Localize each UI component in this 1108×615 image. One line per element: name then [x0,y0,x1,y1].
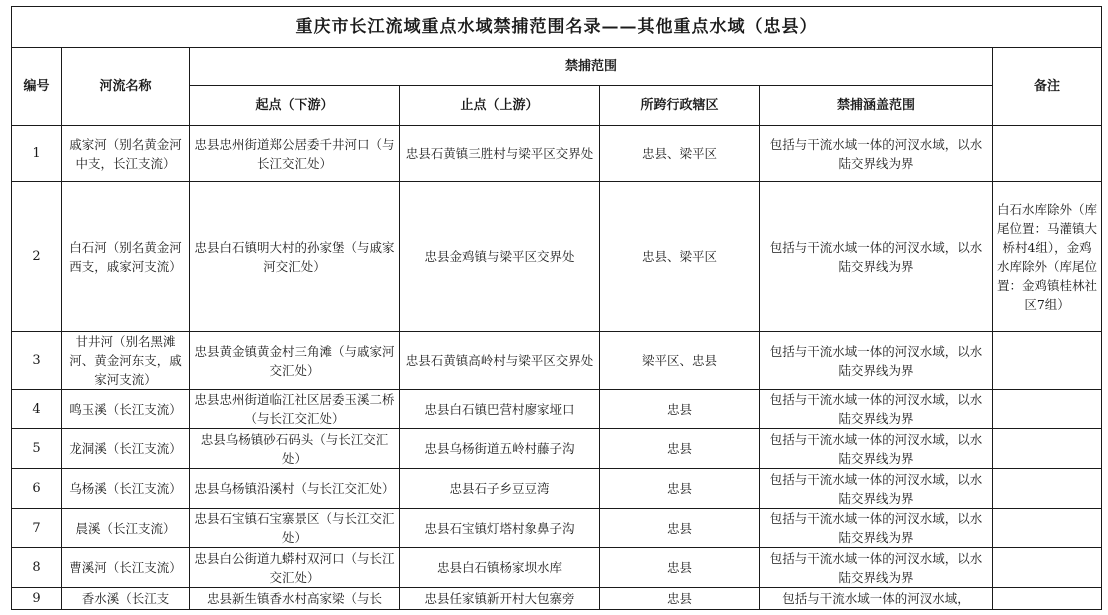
cell-end: 忠县石子乡豆豆湾 [400,469,600,509]
cell-end: 忠县任家镇新开村大包寨旁 [400,588,600,610]
table-row [12,390,1102,429]
cell-river: 晨溪（长江支流） [62,509,190,548]
cell-start: 忠县黄金镇黄金村三角滩（与戚家河交汇处） [190,332,400,390]
table-row [12,332,1102,390]
document-title: 重庆市长江流域重点水域禁捕范围名录——其他重点水域（忠县） [12,7,1102,48]
cell-remark [993,509,1102,548]
cell-end: 忠县石黄镇三胜村与梁平区交界处 [400,126,600,182]
cell-start: 忠县乌杨镇砂石码头（与长江交汇处） [190,429,400,469]
cell-remark [993,429,1102,469]
cell-river: 香水溪（长江支 [62,588,190,610]
cell-river: 乌杨溪（长江支流） [62,469,190,509]
header-start: 起点（下游） [190,86,400,126]
cell-coverage: 包括与干流水域一体的河汊水域，以水陆交界线为界 [760,429,993,469]
cell-remark [993,332,1102,390]
table-row [12,469,1102,509]
cell-river: 甘井河（别名黑滩河、黄金河东支，戚家河支流） [62,332,190,390]
cell-coverage: 包括与干流水域一体的河汊水域， [760,588,993,610]
cell-no: 4 [12,390,62,429]
cell-start: 忠县乌杨镇沿溪村（与长江交汇处） [190,469,400,509]
cell-start: 忠县忠州街道临江社区居委玉溪二桥（与长江交汇处） [190,390,400,429]
header-river: 河流名称 [62,48,190,126]
table-row [12,126,1102,182]
cell-no: 7 [12,509,62,548]
header-no: 编号 [12,48,62,126]
header-region: 所跨行政辖区 [600,86,760,126]
cell-coverage: 包括与干流水域一体的河汊水域，以水陆交界线为界 [760,469,993,509]
cell-remark [993,548,1102,588]
cell-region: 忠县 [600,588,760,610]
cell-river: 戚家河（别名黄金河中支，长江支流） [62,126,190,182]
cell-coverage: 包括与干流水域一体的河汊水域，以水陆交界线为界 [760,390,993,429]
cell-region: 忠县 [600,548,760,588]
cell-end: 忠县白石镇巴营村廖家垭口 [400,390,600,429]
table-row [12,429,1102,469]
cell-start: 忠县白石镇明大村的孙家堡（与戚家河交汇处） [190,182,400,332]
header-end: 止点（上游） [400,86,600,126]
cell-region: 忠县、梁平区 [600,126,760,182]
cell-river: 曹溪河（长江支流） [62,548,190,588]
cell-remark [993,390,1102,429]
table-row [12,548,1102,588]
cell-start: 忠县新生镇香水村高家梁（与长 [190,588,400,610]
cell-no: 8 [12,548,62,588]
cell-no: 6 [12,469,62,509]
cell-end: 忠县石黄镇高岭村与梁平区交界处 [400,332,600,390]
cell-coverage: 包括与干流水域一体的河汊水域，以水陆交界线为界 [760,332,993,390]
cell-end: 忠县白石镇杨家坝水库 [400,548,600,588]
cell-start: 忠县忠州街道郑公居委千井河口（与长江交汇处） [190,126,400,182]
cell-end: 忠县金鸡镇与梁平区交界处 [400,182,600,332]
cell-start: 忠县白公街道九蟒村双河口（与长江交汇处） [190,548,400,588]
cell-no: 3 [12,332,62,390]
cell-coverage: 包括与干流水域一体的河汊水域，以水陆交界线为界 [760,182,993,332]
cell-remark [993,126,1102,182]
table-row [12,182,1102,332]
cell-end: 忠县石宝镇灯塔村象鼻子沟 [400,509,600,548]
cell-remark [993,469,1102,509]
cell-no: 2 [12,182,62,332]
cell-coverage: 包括与干流水域一体的河汊水域，以水陆交界线为界 [760,126,993,182]
cell-region: 忠县、梁平区 [600,182,760,332]
table-row [12,588,1102,610]
cell-start: 忠县石宝镇石宝寨景区（与长江交汇处） [190,509,400,548]
cell-river: 白石河（别名黄金河西支，戚家河支流） [62,182,190,332]
cell-no: 1 [12,126,62,182]
cell-region: 忠县 [600,429,760,469]
cell-coverage: 包括与干流水域一体的河汊水域，以水陆交界线为界 [760,509,993,548]
cell-river: 龙洞溪（长江支流） [62,429,190,469]
cell-no: 9 [12,588,62,610]
header-coverage: 禁捕涵盖范围 [760,86,993,126]
header-scope-group: 禁捕范围 [190,48,993,86]
cell-remark [993,588,1102,610]
header-remark: 备注 [993,48,1102,126]
cell-river: 鸣玉溪（长江支流） [62,390,190,429]
cell-no: 5 [12,429,62,469]
cell-region: 忠县 [600,469,760,509]
cell-region: 忠县 [600,390,760,429]
cell-end: 忠县乌杨街道五岭村藤子沟 [400,429,600,469]
ban-scope-table [11,6,1102,610]
cell-remark: 白石水库除外（库尾位置：马灌镇大桥村4组），金鸡水库除外（库尾位置：金鸡镇桂林社区7组） [993,182,1102,332]
cell-region: 梁平区、忠县 [600,332,760,390]
cell-coverage: 包括与干流水域一体的河汊水域，以水陆交界线为界 [760,548,993,588]
cell-region: 忠县 [600,509,760,548]
table-row [12,509,1102,548]
